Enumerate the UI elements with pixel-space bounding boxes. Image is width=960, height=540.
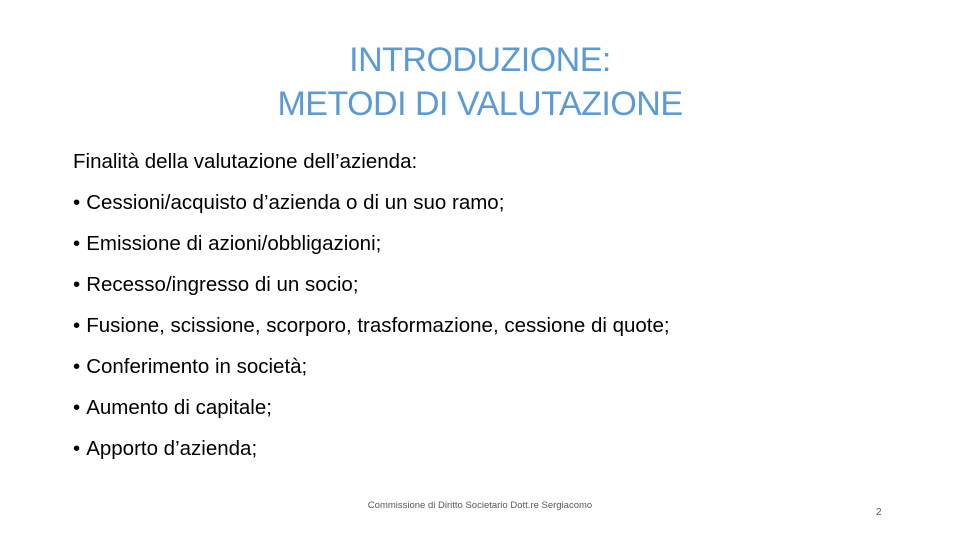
bullet-item	[73, 433, 893, 474]
bullet-dot-icon: •	[73, 232, 81, 255]
page-number: 2	[876, 507, 882, 518]
bullet-dot-icon: •	[73, 396, 81, 419]
slide-footer: Commissione di Diritto Societario Dott.re Sergiacomo	[367, 500, 593, 511]
slide-title	[150, 38, 810, 126]
bullet-item	[73, 187, 893, 228]
bullet-dot-icon: •	[73, 273, 81, 296]
bullet-item	[73, 228, 893, 269]
bullet-text: Fusione, scissione, scorporo, trasformazione, cessione di quote;	[86, 314, 670, 337]
bullet-dot-icon: •	[73, 191, 81, 214]
slide-title-line-2: METODI DI VALUTAZIONE	[277, 85, 683, 123]
bullet-item	[73, 310, 893, 351]
bullet-text: Conferimento in società;	[86, 355, 308, 378]
bullet-dot-icon: •	[73, 355, 81, 378]
bullet-item	[73, 269, 893, 310]
bullet-text: Recesso/ingresso di un socio;	[86, 273, 359, 296]
bullet-item	[73, 392, 893, 433]
intro-text: Finalità della valutazione dell’azienda:	[73, 150, 418, 173]
bullet-item	[73, 351, 893, 392]
bullet-text: Apporto d’azienda;	[86, 437, 258, 460]
bullet-text: Aumento di capitale;	[86, 396, 272, 419]
bullet-dot-icon: •	[73, 314, 81, 337]
slide-body	[73, 146, 893, 474]
slide-title-line-1: INTRODUZIONE:	[349, 41, 611, 79]
bullet-text: Emissione di azioni/obbligazioni;	[86, 232, 382, 255]
bullet-dot-icon: •	[73, 437, 81, 460]
bullet-text: Cessioni/acquisto d’azienda o di un suo ramo;	[86, 191, 505, 214]
